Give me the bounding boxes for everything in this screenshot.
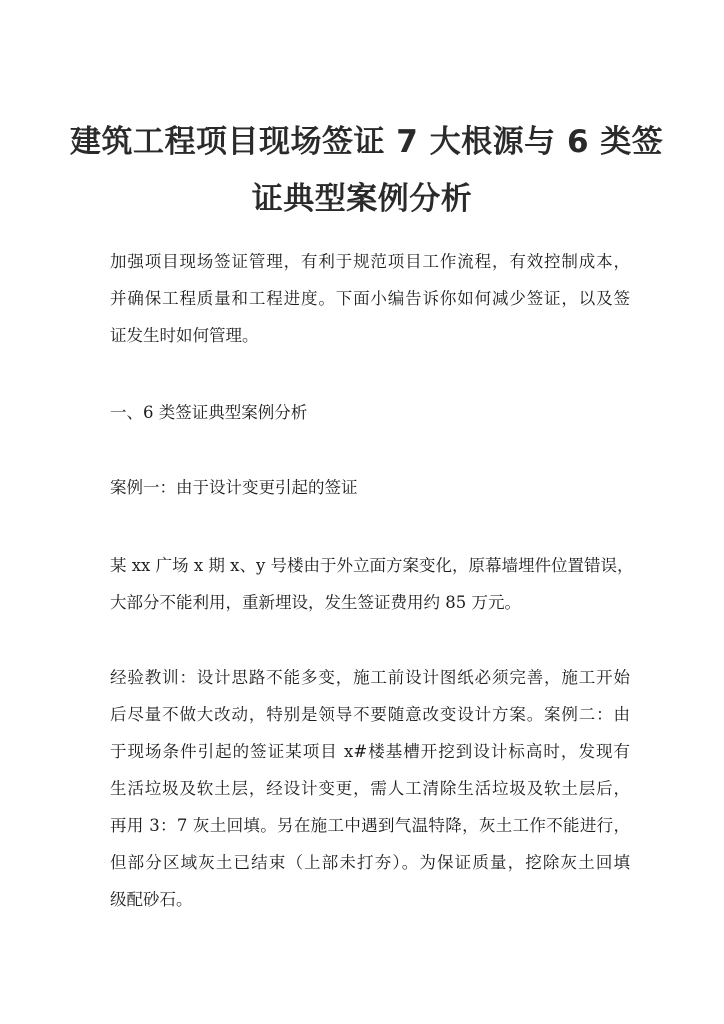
intro-line: 证发生时如何管理。	[110, 326, 259, 345]
case-line: 某 xx 广场 x 期 x、y 号楼由于外立面方案变化，原幕墙埋件位置错误，	[110, 556, 634, 575]
lesson-line: 级配砂石。	[110, 890, 193, 909]
case-line: 大部分不能利用，重新埋设，发生签证费用约 85 万元。	[110, 593, 521, 612]
lesson-line: 再用 3：7 灰土回填。另在施工中遇到气温特降，灰土工作不能进行，	[110, 816, 630, 835]
lesson-line: 于现场条件引起的签证某项目 x#楼基槽开挖到设计标高时，发现有	[110, 742, 630, 761]
intro-line: 加强项目现场签证管理，有利于规范项目工作流程，有效控制成本，	[110, 252, 630, 271]
lesson-line: 后尽量不做大改动，特别是领导不要随意改变设计方案。案例二：由	[110, 705, 630, 724]
intro-line: 并确保工程质量和工程进度。下面小编告诉你如何减少签证，以及签	[110, 289, 630, 308]
lesson-paragraph	[110, 659, 630, 918]
lesson-line: 生活垃圾及软土层，经设计变更，需人工清除生活垃圾及软土层后，	[110, 779, 630, 798]
document-title-line-2: 证典型案例分析	[251, 181, 473, 217]
case-heading	[110, 469, 630, 506]
lesson-line: 经验教训：设计思路不能多变，施工前设计图纸必须完善，施工开始	[110, 668, 630, 687]
case-heading-text: 案例一：由于设计变更引起的签证	[110, 478, 358, 497]
section-heading-text: 一、6 类签证典型案例分析	[110, 403, 308, 422]
section-heading	[110, 394, 630, 431]
case-paragraph	[110, 547, 634, 621]
lesson-line: 但部分区域灰土已结束（上部未打夯）。为保证质量，挖除灰土回填	[110, 853, 630, 872]
intro-paragraph	[110, 243, 630, 354]
document-title-line-1: 建筑工程项目现场签证 7 大根源与 6 类签	[70, 124, 664, 160]
